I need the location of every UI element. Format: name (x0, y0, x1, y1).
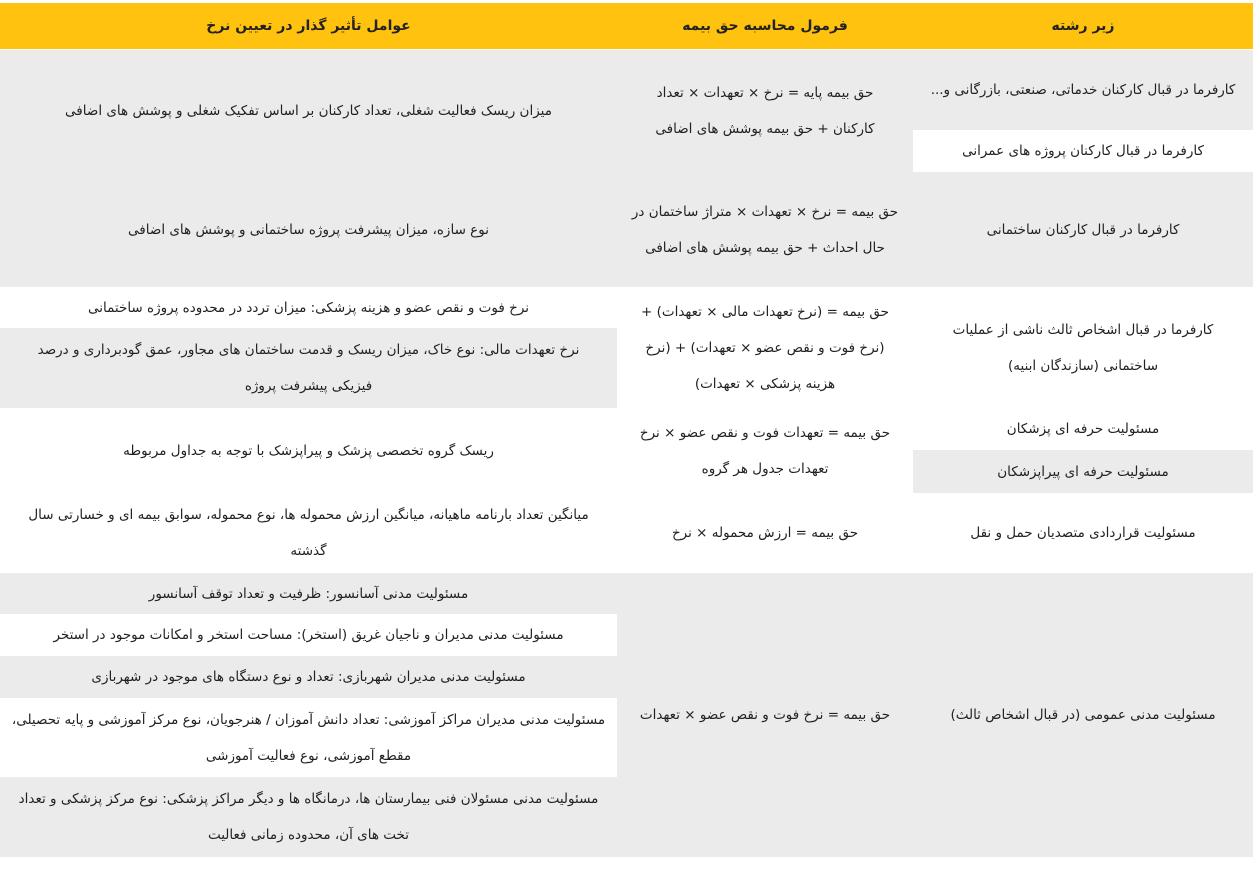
header-formula: فرمول محاسبه حق بیمه (682, 18, 848, 34)
factor-cell: مسئولیت مدنی مدیران مراکز آموزشی: تعداد دانش آموزان / هنرجویان، نوع مرکز آموزشی و پایه تحصیلی، مقطع آموزشی، نوع فعالیت آموزشی (0, 698, 617, 777)
formula-cell: حق بیمه = تعهدات فوت و نقص عضو × نرخ تعهدات جدول هر گروه (617, 408, 913, 493)
factor-cell: نرخ تعهدات مالی: نوع خاک، میزان ریسک و قدمت ساختمان های مجاور، عمق گودبرداری و درصد فیزیکی پیشرفت پروژه (0, 328, 617, 408)
subfield-cell: مسئولیت قراردادی متصدیان حمل و نقل (913, 493, 1253, 573)
factor-cell: نوع سازه، میزان پیشرفت پروژه ساختمانی و پوشش های اضافی (0, 172, 617, 287)
subfield-cell: کارفرما در قبال اشخاص ثالث ناشی از عملیات ساختمانی (سازندگان ابنیه) (913, 287, 1253, 408)
subfield-cell: مسئولیت حرفه ای پزشکان (913, 408, 1253, 450)
formula-cell: حق بیمه = (نرخ تعهدات مالی × تعهدات) + (نرخ فوت و نقص عضو × تعهدات) + (نرخ هزینه پزشکی × تعهدات) (617, 287, 913, 408)
formula-cell: حق بیمه = نرخ × تعهدات × متراژ ساختمان در حال احداث + حق بیمه پوشش های اضافی (617, 172, 913, 287)
factor-cell: مسئولیت مدنی مدیران شهربازی: تعداد و نوع دستگاه های موجود در شهربازی (0, 656, 617, 698)
header-factors: عوامل تأثیر گذار در تعیین نرخ (206, 18, 411, 34)
formula-cell: حق بیمه = ارزش محموله × نرخ (617, 493, 913, 573)
formula-cell: حق بیمه پایه = نرخ × تعهدات × تعداد کارکنان + حق بیمه پوشش های اضافی (617, 50, 913, 172)
subfield-cell: کارفرما در قبال کارکنان خدماتی، صنعتی، بازرگانی و... (913, 50, 1253, 130)
factor-cell: مسئولیت مدنی مدیران و ناجیان غریق (استخر): مساحت استخر و امکانات موجود در استخر (0, 614, 617, 656)
factor-cell: ریسک گروه تخصصی پزشک و پیراپزشک با توجه به جداول مربوطه (0, 408, 617, 493)
factor-cell: مسئولیت مدنی مسئولان فنی بیمارستان ها، درمانگاه ها و دیگر مراکز پزشکی: نوع مرکز پزشکی و تعداد تخت های آن، محدوده زمانی فعالیت (0, 777, 617, 857)
subfield-cell: مسئولیت حرفه ای پیراپزشکان (913, 450, 1253, 493)
factor-cell: مسئولیت مدنی آسانسور: ظرفیت و تعداد توقف آسانسور (0, 573, 617, 614)
factor-cell: میانگین تعداد بارنامه ماهیانه، میانگین ارزش محموله ها، نوع محموله، سوابق بیمه ای و خسارتی سال گذشته (0, 493, 617, 573)
header-subfield: زیر رشته (1051, 18, 1115, 34)
subfield-cell: مسئولیت مدنی عمومی (در قبال اشخاص ثالث) (913, 573, 1253, 857)
table-header (0, 3, 1253, 49)
subfield-cell: کارفرما در قبال کارکنان ساختمانی (913, 172, 1253, 287)
factor-cell: نرخ فوت و نقص عضو و هزینه پزشکی: میزان تردد در محدوده پروژه ساختمانی (0, 287, 617, 328)
factor-cell: میزان ریسک فعالیت شغلی، تعداد کارکنان بر اساس تفکیک شغلی و پوشش های اضافی (0, 50, 617, 172)
formula-cell: حق بیمه = نرخ فوت و نقص عضو × تعهدات (617, 573, 913, 857)
subfield-cell: کارفرما در قبال کارکنان پروژه های عمرانی (913, 130, 1253, 172)
